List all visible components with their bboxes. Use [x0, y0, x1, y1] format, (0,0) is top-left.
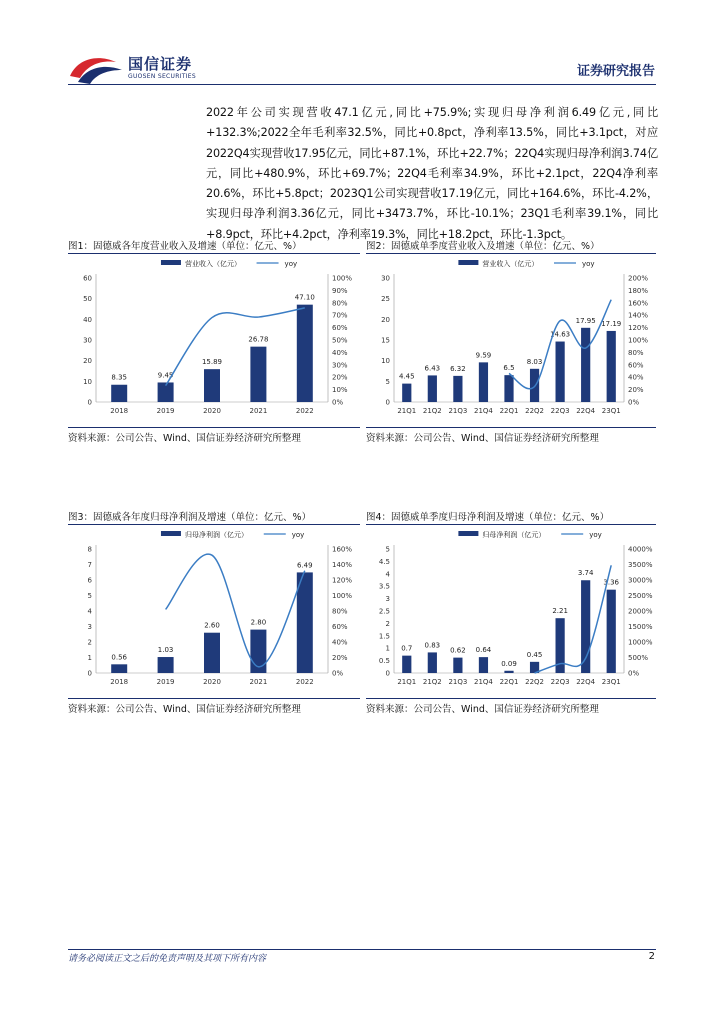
figure-bottom-rule — [366, 427, 656, 428]
y-tick-left: 15 — [381, 336, 390, 345]
bar-value-label: 6.32 — [450, 364, 466, 373]
figure-source: 资料来源：公司公告、Wind、国信证券经济研究所整理 — [68, 433, 301, 444]
bar-value-label: 3.36 — [603, 578, 620, 587]
y-tick-right: 3500% — [628, 561, 653, 569]
y-tick-left: 0 — [87, 669, 92, 678]
y-tick-right: 0% — [628, 669, 640, 678]
figure-source: 资料来源：公司公告、Wind、国信证券经济研究所整理 — [366, 433, 599, 444]
header-divider — [68, 84, 656, 85]
y-tick-left: 20 — [381, 315, 390, 324]
y-tick-right: 10% — [332, 386, 348, 395]
y-tick-left: 20 — [83, 357, 92, 366]
y-tick-right: 60% — [628, 361, 644, 370]
y-tick-right: 3000% — [628, 576, 653, 585]
bar — [453, 376, 462, 402]
bar-value-label: 14.63 — [550, 330, 571, 339]
x-tick-label: 22Q3 — [550, 407, 570, 415]
y-tick-right: 140% — [332, 561, 353, 569]
y-tick-right: 160% — [332, 545, 353, 554]
legend-line-label: yoy — [291, 531, 305, 539]
yoy-line — [166, 308, 305, 386]
bar-value-label: 6.49 — [297, 561, 313, 570]
y-tick-right: 60% — [332, 324, 348, 333]
legend-bar-label: 归母净利润（亿元） — [482, 531, 546, 539]
legend-bar-swatch — [161, 260, 181, 265]
figure-title: 图2：固德威单季度营业收入及增速（单位：亿元、%） — [366, 241, 600, 252]
figure-chart-area — [68, 254, 360, 415]
y-tick-left: 0.5 — [378, 657, 390, 666]
yoy-line — [166, 554, 305, 667]
x-tick-label: 21Q2 — [422, 407, 442, 415]
legend-bar-swatch — [161, 531, 181, 536]
y-tick-left: 1 — [87, 654, 92, 662]
y-tick-left: 5 — [87, 592, 92, 600]
y-tick-left: 4 — [87, 607, 92, 616]
y-tick-right: 200% — [628, 274, 649, 283]
quarterly-net-profit-chart — [366, 525, 656, 697]
figure-3 — [68, 509, 360, 719]
y-tick-left: 5 — [385, 377, 390, 386]
y-tick-right: 80% — [628, 348, 644, 357]
x-tick-label: 22Q4 — [576, 678, 596, 686]
logo-en-text: GUOSEN SECURITIES — [128, 73, 197, 80]
bar-value-label: 0.64 — [475, 646, 492, 655]
bar — [297, 305, 313, 402]
y-tick-right: 2000% — [628, 607, 653, 616]
bar-value-label: 1.03 — [157, 646, 174, 655]
figure-title: 图4：固德威单季度归母净利润及增速（单位：亿元、%） — [366, 512, 610, 523]
x-tick-label: 23Q1 — [601, 678, 621, 686]
bar-value-label: 8.03 — [526, 357, 543, 366]
bar-value-label: 8.35 — [111, 373, 127, 382]
x-tick-label: 22Q2 — [525, 407, 544, 415]
x-tick-label: 2020 — [203, 407, 221, 415]
y-tick-right: 60% — [332, 623, 348, 631]
footer-divider — [68, 949, 656, 950]
y-tick-right: 50% — [332, 336, 348, 345]
figure-bottom-rule — [68, 427, 360, 428]
bar — [111, 385, 127, 402]
logo-mark-icon — [68, 52, 124, 86]
bar-value-label: 2.60 — [204, 621, 220, 630]
x-tick-label: 21Q3 — [448, 407, 468, 415]
legend-line-label: yoy — [589, 531, 602, 539]
y-tick-right: 160% — [628, 299, 649, 308]
y-tick-right: 40% — [628, 373, 644, 382]
y-tick-left: 10 — [83, 377, 92, 386]
y-tick-left: 30 — [83, 336, 92, 345]
legend-line-label: yoy — [284, 260, 298, 268]
quarterly-revenue-chart — [366, 254, 656, 426]
y-tick-right: 80% — [332, 299, 348, 308]
x-tick-label: 21Q1 — [397, 407, 417, 415]
figure-bottom-rule — [366, 698, 656, 699]
y-tick-right: 140% — [628, 311, 649, 320]
y-tick-right: 90% — [332, 286, 348, 295]
bar — [479, 657, 488, 673]
y-tick-right: 20% — [332, 654, 348, 662]
bar-value-label: 0.56 — [111, 653, 127, 662]
y-tick-left: 2.5 — [378, 607, 390, 616]
bar — [556, 342, 565, 402]
x-tick-label: 2021 — [249, 407, 268, 415]
y-tick-right: 180% — [628, 286, 649, 295]
y-tick-right: 0% — [332, 669, 344, 678]
y-tick-right: 40% — [332, 638, 348, 647]
y-tick-left: 40 — [83, 315, 92, 324]
bar-value-label: 26.78 — [248, 335, 269, 344]
legend-bar-label: 归母净利润（亿元） — [184, 531, 248, 539]
x-tick-label: 2022 — [295, 678, 314, 686]
annual-net-profit-chart — [68, 525, 360, 697]
y-tick-left: 1 — [385, 644, 390, 653]
bar-value-label: 9.45 — [157, 371, 174, 380]
y-tick-right: 1000% — [628, 638, 653, 647]
x-tick-label: 2022 — [295, 407, 314, 415]
bar-value-label: 4.45 — [398, 372, 415, 381]
page-header — [0, 0, 724, 90]
bar-value-label: 0.62 — [450, 646, 466, 655]
y-tick-left: 3 — [385, 595, 390, 604]
bar-value-label: 2.80 — [250, 618, 267, 627]
y-tick-left: 4 — [385, 570, 390, 579]
bar — [428, 375, 437, 402]
y-tick-right: 0% — [628, 398, 640, 407]
bar — [607, 590, 616, 673]
x-tick-label: 21Q3 — [448, 678, 468, 686]
y-tick-right: 70% — [332, 311, 348, 320]
y-tick-left: 10 — [381, 357, 390, 366]
y-tick-left: 5 — [385, 545, 390, 554]
bar-value-label: 0.09 — [501, 659, 517, 668]
y-tick-left: 3 — [87, 623, 92, 631]
x-tick-label: 21Q4 — [474, 678, 493, 686]
bar-value-label: 0.45 — [526, 650, 543, 659]
legend-bar-swatch — [458, 260, 478, 265]
x-tick-label: 22Q3 — [550, 678, 570, 686]
x-tick-label: 2018 — [110, 678, 129, 686]
y-tick-right: 80% — [332, 607, 348, 616]
y-tick-right: 500% — [628, 654, 649, 662]
bar — [428, 652, 437, 673]
y-tick-right: 0% — [332, 398, 344, 407]
bar — [297, 572, 313, 673]
bar-value-label: 0.7 — [401, 644, 413, 653]
y-tick-right: 2500% — [628, 592, 653, 600]
yoy-line — [535, 565, 612, 673]
y-tick-left: 60 — [83, 274, 92, 283]
summary-paragraph: 2022年公司实现营收47.1亿元,同比+75.9%;实现归母净利润6.49亿元,同比+132.3%;2022全年毛利率32.5%，同比+0.8pct，净利率13.5%，同比+3.1pct，对应2022Q4实现营收17.95亿元，同比+87.1%，环比+22.7%；22Q4实现归母净利润3.74亿元，同比+480.9%，环比+69.7%；22Q4毛利率34.9%，环比+2.1pct，22Q4净利率20.6%，环比+5.8pct；2023Q1公司实现营收17.19亿元，同比+164.6%，环比-4.2%，实现归母净利润3.36亿元，同比+3473.7%，环比-10.1%；23Q1毛利率39.1%，同比+8.9pct，环比+4.2pct，净利率19.3%，同比+18.2pct，环比-1.3pct。 — [206, 106, 658, 241]
y-tick-left: 0 — [87, 398, 92, 407]
figure-chart-area — [366, 254, 656, 415]
y-tick-left: 0 — [385, 398, 390, 407]
legend-bar-label: 营业收入（亿元） — [482, 260, 539, 268]
y-tick-right: 30% — [332, 361, 348, 370]
figure-2 — [366, 238, 656, 448]
bar — [204, 369, 220, 402]
x-tick-label: 21Q1 — [397, 678, 417, 686]
bar — [581, 328, 590, 402]
legend-bar-swatch — [458, 531, 478, 536]
logo-cn-text: 国信证券 — [128, 55, 193, 73]
y-tick-right: 100% — [332, 592, 353, 600]
y-tick-left: 7 — [87, 561, 92, 569]
figure-chart-area — [68, 525, 360, 686]
y-tick-left: 25 — [381, 295, 390, 304]
bar — [204, 633, 220, 673]
bar-value-label: 6.5 — [503, 364, 515, 373]
y-tick-right: 20% — [628, 386, 644, 395]
figure-source: 资料来源：公司公告、Wind、国信证券经济研究所整理 — [366, 704, 599, 715]
x-tick-label: 2019 — [156, 678, 175, 686]
x-tick-label: 2021 — [249, 678, 268, 686]
bar — [607, 331, 616, 402]
bar — [504, 671, 513, 673]
footer-disclaimer: 请务必阅读正文之后的免责声明及其项下所有内容 — [68, 954, 267, 964]
y-tick-right: 4000% — [628, 545, 653, 554]
y-tick-left: 8 — [87, 545, 92, 554]
x-tick-label: 22Q1 — [499, 678, 519, 686]
bar — [402, 384, 411, 402]
x-tick-label: 23Q1 — [601, 407, 621, 415]
x-tick-label: 21Q2 — [422, 678, 442, 686]
y-tick-left: 3.5 — [378, 582, 390, 591]
x-tick-label: 22Q2 — [525, 678, 544, 686]
x-tick-label: 21Q4 — [474, 407, 493, 415]
y-tick-left: 2 — [385, 619, 390, 628]
y-tick-right: 40% — [332, 348, 348, 357]
y-tick-left: 6 — [87, 576, 92, 585]
bar — [158, 657, 174, 673]
bar-value-label: 2.21 — [552, 607, 568, 616]
bar-value-label: 9.59 — [475, 351, 492, 360]
figure-4 — [366, 509, 656, 719]
y-tick-right: 120% — [332, 576, 353, 585]
y-tick-right: 100% — [332, 274, 353, 283]
y-tick-left: 4.5 — [378, 557, 390, 566]
figure-1 — [68, 238, 360, 448]
y-tick-left: 2 — [87, 638, 92, 647]
figure-title: 图3：固德威各年度归母净利润及增速（单位：亿元、%） — [68, 512, 312, 523]
bar — [402, 656, 411, 673]
bar-value-label: 17.19 — [601, 319, 622, 328]
y-tick-right: 20% — [332, 373, 348, 382]
bar-value-label: 17.95 — [575, 316, 596, 325]
page-number: 2 — [648, 951, 655, 962]
y-tick-right: 1500% — [628, 623, 653, 631]
bar — [453, 658, 462, 673]
annual-revenue-chart — [68, 254, 360, 426]
figure-bottom-rule — [68, 698, 360, 699]
bar — [504, 375, 513, 402]
y-tick-right: 120% — [628, 324, 649, 333]
figure-title: 图1：固德威各年度营业收入及增速（单位：亿元、%） — [68, 241, 302, 252]
bar-value-label: 0.83 — [424, 641, 441, 650]
legend-bar-label: 营业收入（亿元） — [184, 260, 241, 268]
x-tick-label: 2018 — [110, 407, 129, 415]
bar — [111, 664, 127, 673]
y-tick-left: 50 — [83, 295, 92, 304]
bar-value-label: 3.74 — [577, 569, 594, 578]
x-tick-label: 22Q4 — [576, 407, 596, 415]
bar-value-label: 47.10 — [294, 293, 315, 302]
figure-source: 资料来源：公司公告、Wind、国信证券经济研究所整理 — [68, 704, 301, 715]
y-tick-left: 1.5 — [378, 632, 390, 641]
legend-line-label: yoy — [582, 260, 595, 268]
x-tick-label: 22Q1 — [499, 407, 519, 415]
guosen-logo — [68, 52, 208, 86]
bar — [479, 362, 488, 402]
figure-chart-area — [366, 525, 656, 686]
x-tick-label: 2019 — [156, 407, 175, 415]
report-type-label: 证券研究报告 — [576, 64, 655, 79]
bar — [250, 347, 266, 402]
y-tick-left: 0 — [385, 669, 390, 678]
x-tick-label: 2020 — [203, 678, 221, 686]
bar-value-label: 6.43 — [424, 364, 441, 373]
y-tick-left: 30 — [381, 274, 390, 283]
y-tick-right: 100% — [628, 336, 649, 345]
bar-value-label: 15.89 — [201, 358, 223, 367]
